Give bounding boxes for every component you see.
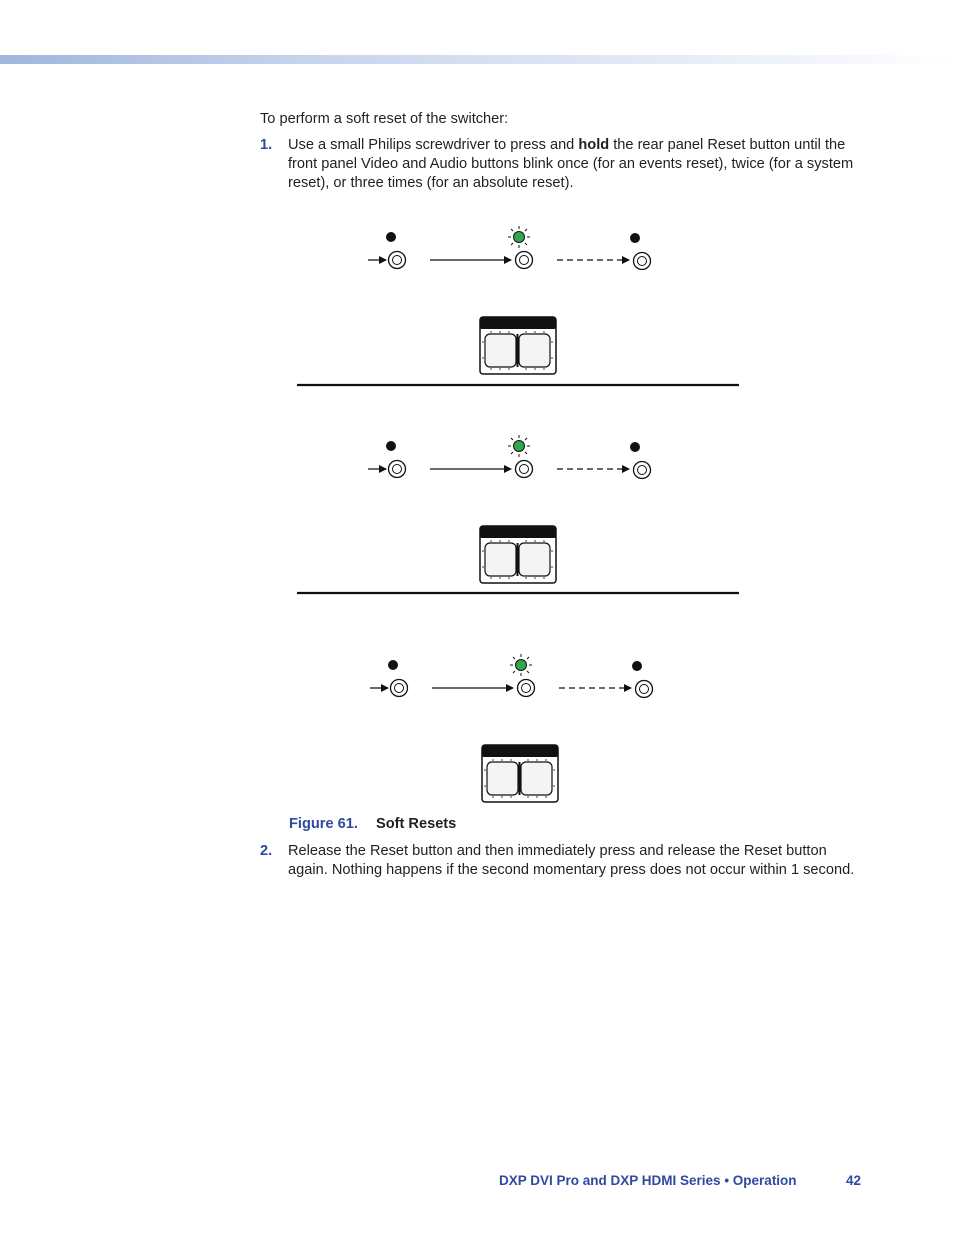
figure-caption [289, 815, 456, 834]
step-2 [260, 842, 860, 880]
step-number: 2. [260, 843, 273, 859]
step-text: Use a small Philips screwdriver to press and hold the rear panel Reset button until the front panel Video and Audio buttons blink once (for an events reset), twice (for a system reset), or three times (for an absolute reset). [288, 137, 854, 191]
figure-title: Soft Resets [376, 816, 457, 832]
step-text: Release the Reset button and then immediately press and release the Reset button again. Nothing happens if the second momentary press does not occur within 1 second. [288, 843, 855, 878]
footer-title: DXP DVI Pro and DXP HDMI Series • Operation [499, 1173, 797, 1188]
step-number: 1. [260, 137, 273, 153]
intro-text: To perform a soft reset of the switcher: [260, 111, 509, 127]
reset-panel-2 [368, 435, 651, 583]
reset-panel-3 [370, 654, 653, 802]
reset-panel-1 [368, 226, 651, 374]
page-number: 42 [846, 1173, 862, 1188]
emphasis-hold: hold [578, 137, 610, 153]
figure-label: Figure 61. [289, 816, 358, 832]
